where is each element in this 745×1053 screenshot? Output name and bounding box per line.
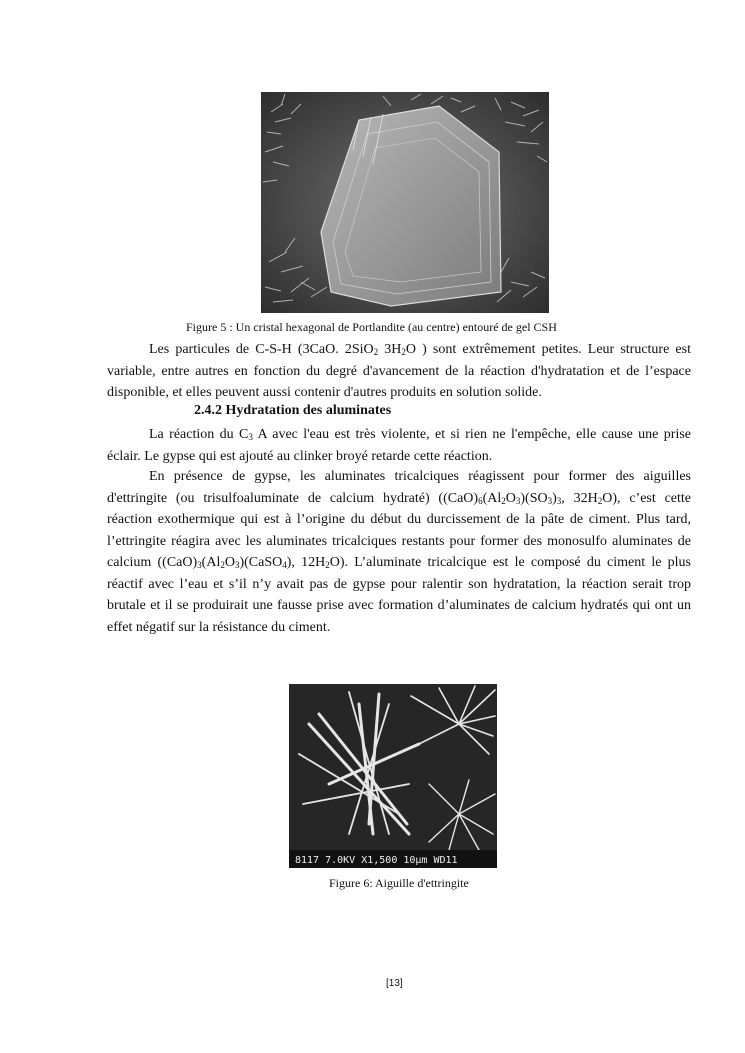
paragraph-c3a-reaction: La réaction du $C_3$ A avec l'eau est très violente, et si rien ne l'empêche, elle cause une prise éclair. Le gypse qui est ajouté au clinker broyé retarde cette réaction.	[107, 427, 691, 464]
paragraph-csh: Les particules de C-S-H (3CaO. 2SiO$_2$ $3H_2O$ ) sont extrêmement petites. Leur structure est variable, entre autres en fonction du degré d'avancement de la réaction d'hydratation et de l’espace disponible, et elles peuvent aussi contenir d'autres produits en solution solide.	[107, 342, 691, 400]
figure-6-caption: Figure 6: Aiguille d'ettringite	[329, 876, 469, 890]
figure-5-caption: Figure 5 : Un cristal hexagonal de Portlandite (au centre) entouré de gel CSH	[186, 320, 557, 334]
paragraph-ettringite: En présence de gypse, les aluminates tricalciques réagissent pour former des aiguilles d'ettringite (ou trisulfoaluminate de calcium hydraté) ($(CaO)_6(Al_2O_3)(SO_3)_3$, $32H_2O$), c’est cette réaction exothermique qui est à l’origine du début du durcissement de la pâte de ciment. Plus tard, l’ettringite réagira avec les aluminates tricalciques restants pour former des monosulfo aluminates de calcium ($(CaO)_3(Al_2O_3)(CaSO_4)$, $12H_2O$). L’aluminate tricalcique est le composé du ciment le plus réactif avec l’eau et s’il n’y avait pas de gypse pour ralentir son hydratation, la réaction serait trop brutale et il se produirait une fausse prise avec formation d’aluminates de calcium hydratés qui ont un effet négatif sur la résistance du ciment.	[107, 469, 691, 635]
page-number: [13]	[386, 978, 403, 989]
section-heading: 2.4.2 Hydratation des aluminates	[194, 403, 392, 418]
figure-5-image	[261, 92, 549, 313]
figure-6-scale-bar: 8117 7.0KV X1,500 10µm WD11	[295, 855, 458, 866]
figure-6-image	[289, 684, 497, 868]
